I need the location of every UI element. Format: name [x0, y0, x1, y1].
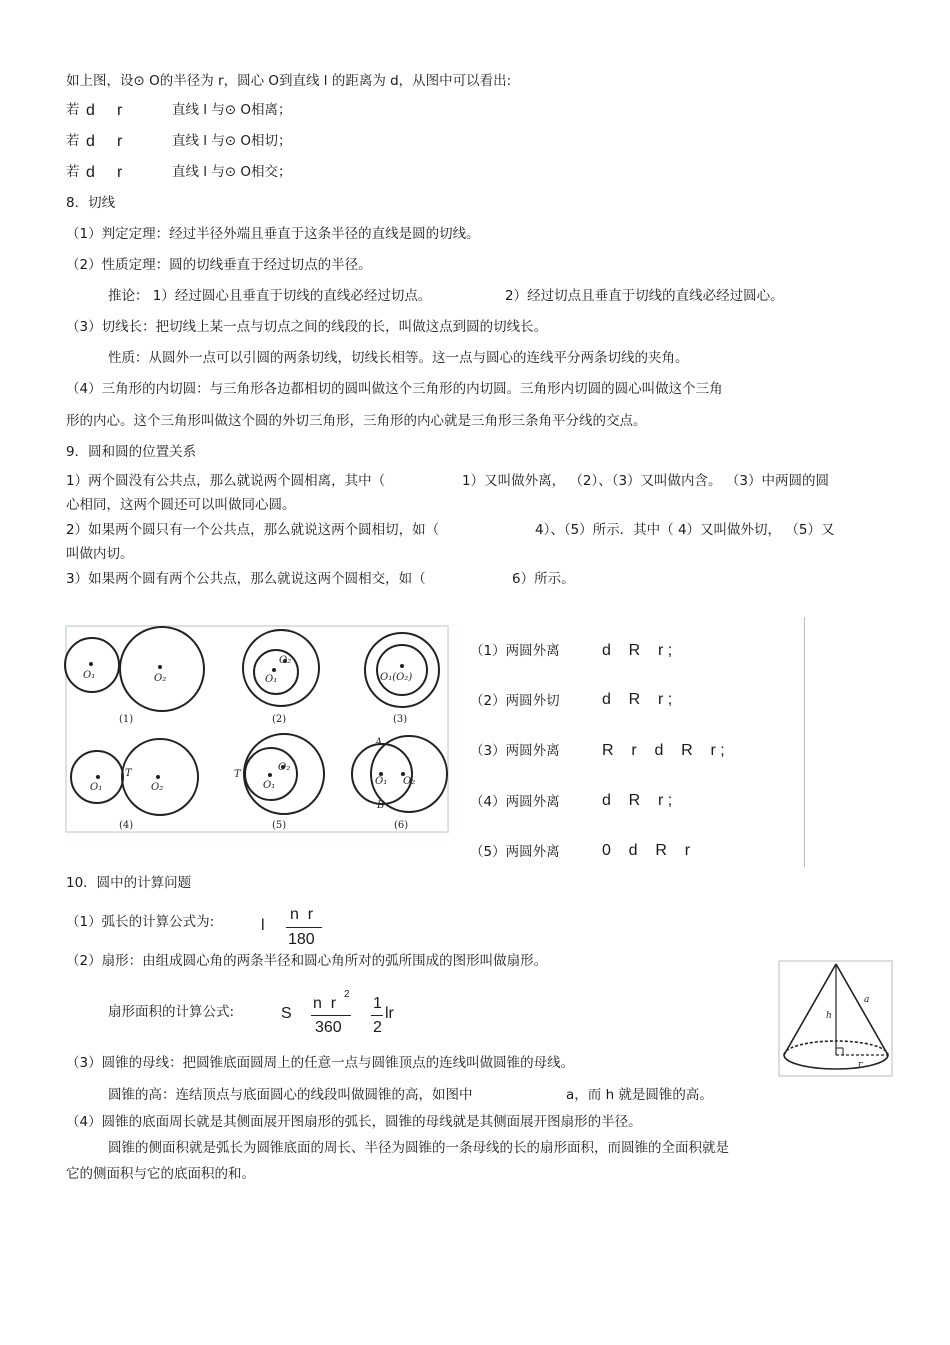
fig4-center-2 — [156, 775, 160, 779]
fig5-t-label: T — [234, 769, 241, 780]
area-exponent: 2 — [344, 989, 350, 1000]
fig4-caption: (4) — [119, 820, 134, 831]
case-r: r — [117, 102, 123, 119]
cone-development: （4）圆锥的底面周长就是其侧面展开图扇形的弧长，圆锥的母线就是其侧面展开图扇形的半径。 — [66, 1114, 642, 1130]
fig6-o2-label: O₂ — [403, 776, 416, 787]
fig4-o1-label: O₁ — [90, 782, 103, 793]
fig4-center-1 — [96, 775, 100, 779]
tangent-criterion: （1）判定定理：经过半径外端且垂直于这条半径的直线是圆的切线。 — [66, 226, 480, 242]
case-ruo: 若 — [66, 133, 80, 149]
relation-formula: d R r ; — [602, 642, 673, 659]
circles-separate-c: 心相同，这两个圆还可以叫做同心圆。 — [66, 497, 296, 513]
fig3-circle-inner — [377, 645, 427, 695]
corollary-1: 推论： 1）经过圆心且垂直于切线的直线必经过切点。 — [108, 288, 432, 304]
case-d: d — [86, 164, 95, 181]
section-8-title: 8．切线 — [66, 195, 116, 211]
cone-height-definition-b: a，而 h 就是圆锥的高。 — [566, 1087, 713, 1103]
cone-slant-definition: （3）圆锥的母线：把圆锥底面圆周上的任意一点与圆锥顶点的连线叫做圆锥的母线。 — [66, 1055, 575, 1071]
corollary-2: 2）经过切点且垂直于切线的直线必经过圆心。 — [505, 288, 784, 304]
fig6-caption: (6) — [394, 820, 409, 831]
circles-separate-a: 1）两个圆没有公共点，那么就说两个圆相离，其中（ — [66, 473, 386, 489]
fig2-caption: (2) — [272, 714, 287, 725]
relation-formula: 0 d R r — [602, 842, 691, 859]
case-text: 直线 l 与⊙ O相交； — [172, 164, 292, 180]
fig5-circle-outer — [244, 734, 324, 814]
circle-relations-figure — [64, 620, 452, 836]
sector-area-label: 扇形面积的计算公式: — [108, 1004, 235, 1020]
tangent-length: （3）切线长：把切线上某一点与切点之间的线段的长，叫做这点到圆的切线长。 — [66, 319, 548, 335]
fig1-circle-large — [120, 627, 204, 711]
relation-label: （1）两圆外离 — [470, 643, 560, 659]
case-ruo: 若 — [66, 164, 80, 180]
section-9-title: 9．圆和圆的位置关系 — [66, 444, 197, 460]
fig2-o1-label: O₁ — [265, 674, 278, 685]
half-denominator: 2 — [373, 1019, 382, 1036]
circles-intersect-a: 3）如果两个圆有两个公共点，那么就说这两个圆相交，如（ — [66, 571, 426, 587]
fig1-o1-label: O₁ — [83, 670, 96, 681]
arc-length-label: （1）弧长的计算公式为: — [66, 914, 215, 930]
half-tail: lr — [385, 1005, 394, 1022]
fig2-center-1 — [272, 668, 276, 672]
fig1-center-2 — [158, 665, 162, 669]
arc-l: l — [261, 917, 265, 934]
relation-label: （4）两圆外离 — [470, 794, 560, 810]
fig2-circle-inner — [254, 650, 298, 694]
circles-separate-b: 1）又叫做外离， （2）、（3）又叫做内含。 （3）中两圆的圆 — [462, 473, 829, 489]
cone-a-label: a — [864, 995, 870, 1005]
fig5-center-1 — [268, 773, 272, 777]
fig3-caption: (3) — [393, 714, 408, 725]
fig6-b-label: B — [377, 800, 385, 811]
incircle-line-1: （4）三角形的内切圆：与三角形各边都相切的圆叫做这个三角形的内切圆。三角形内切圆的圆心叫做这个三角 — [66, 381, 723, 397]
half-numerator: 1 — [373, 995, 382, 1012]
area-denominator: 360 — [315, 1019, 342, 1036]
case-text: 直线 l 与⊙ O相切； — [172, 133, 292, 149]
arc-denominator: 180 — [288, 931, 315, 948]
fig2-o2-label: O₂ — [279, 655, 292, 666]
fig1-o2-label: O₂ — [154, 673, 167, 684]
incircle-line-2: 形的内心。这个三角形叫做这个圆的外切三角形，三角形的内心就是三角形三条角平分线的交点。 — [66, 413, 647, 429]
tangent-property: （2）性质定理：圆的切线垂直于经过切点的半径。 — [66, 257, 372, 273]
figure-frame — [66, 626, 448, 832]
case-d: d — [86, 102, 95, 119]
fig5-caption: (5) — [272, 820, 287, 831]
fig4-o2-label: O₂ — [151, 782, 164, 793]
arc-fraction-bar — [286, 927, 322, 928]
fig1-center-1 — [89, 662, 93, 666]
relation-formula: d R r ; — [602, 691, 673, 708]
fig4-t-label: T — [125, 768, 132, 779]
cone-r-label: r — [858, 1060, 863, 1070]
cone-area-line-1: 圆锥的侧面积就是弧长为圆锥底面的周长、半径为圆锥的一条母线的长的扇形面积，而圆锥的全面积就是 — [108, 1140, 729, 1156]
circles-tangent-b: 4）、（5）所示．其中（ 4）又叫做外切， （5）又 — [535, 522, 835, 538]
tangent-length-property: 性质：从圆外一点可以引圆的两条切线，切线长相等。这一点与圆心的连线平分两条切线的夹角。 — [108, 350, 689, 366]
area-numerator: n r — [313, 995, 337, 1012]
fig3-o-label: O₁(O₂) — [380, 672, 413, 683]
cone-figure — [778, 960, 894, 1078]
fig6-a-label: A — [375, 737, 383, 748]
relations-divider — [804, 617, 805, 867]
case-ruo: 若 — [66, 102, 80, 118]
sector-definition: （2）扇形：由组成圆心角的两条半径和圆心角所对的弧所围成的图形叫做扇形。 — [66, 953, 548, 969]
circles-tangent-a: 2）如果两个圆只有一个公共点，那么就说这两个圆相切，如（ — [66, 522, 440, 538]
circles-intersect-b: 6）所示。 — [512, 571, 575, 587]
case-text: 直线 l 与⊙ O相离； — [172, 102, 292, 118]
fig3-center — [400, 664, 404, 668]
fig1-caption: (1) — [119, 714, 134, 725]
relation-label: （5）两圆外离 — [470, 844, 560, 860]
relation-label: （2）两圆外切 — [470, 693, 560, 709]
case-r: r — [117, 133, 123, 150]
cone-area-line-2: 它的侧面积与它的底面积的和。 — [66, 1166, 255, 1182]
relation-label: （3）两圆外离 — [470, 743, 560, 759]
case-d: d — [86, 133, 95, 150]
half-fraction-bar — [371, 1015, 383, 1016]
cone-height-definition-a: 圆锥的高：连结顶点与底面圆心的线段叫做圆锥的高，如图中 — [108, 1087, 473, 1103]
fig5-o1-label: O₁ — [263, 780, 276, 791]
arc-numerator: n r — [290, 906, 314, 923]
section-10-title: 10．圆中的计算问题 — [66, 875, 192, 891]
case-r: r — [117, 164, 123, 181]
fig5-o2-label: O₂ — [278, 762, 291, 773]
relation-formula: d R r ; — [602, 792, 673, 809]
area-s: S — [281, 1005, 292, 1022]
circles-tangent-c: 叫做内切。 — [66, 546, 134, 562]
area-fraction-bar — [311, 1015, 351, 1016]
cone-h-label: h — [826, 1011, 832, 1021]
intro-text: 如上图，设⊙ O的半径为 r，圆心 O到直线 l 的距离为 d，从图中可以看出: — [66, 73, 512, 89]
fig6-o1-label: O₁ — [375, 776, 388, 787]
relation-formula: R r d R r ; — [602, 742, 725, 759]
